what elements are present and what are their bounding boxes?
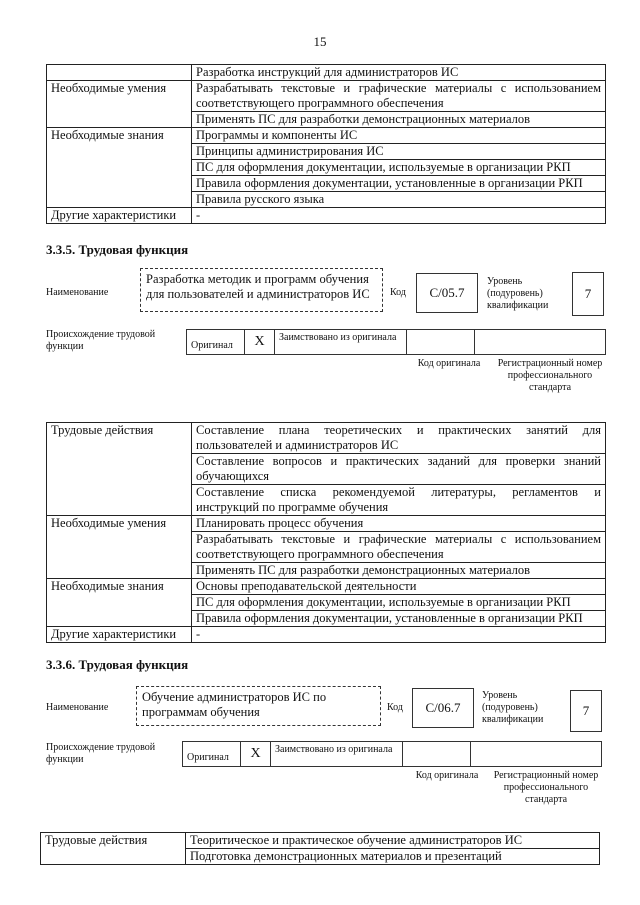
table-row	[47, 627, 606, 643]
row-item: ПС для оформления документации, используемые в организации РКП	[192, 595, 606, 611]
row-item: Правила русского языка	[192, 192, 606, 208]
row-item: Теоритическое и практическое обучение администраторов ИС	[186, 833, 600, 849]
reg-number-cell	[475, 330, 605, 354]
borrowed-label: Заимствовано из оригинала	[275, 330, 407, 354]
original-mark: X	[241, 742, 271, 766]
row-item: ПС для оформления документации, используемые в организации РКП	[192, 160, 606, 176]
original-label: Оригинал	[187, 330, 245, 354]
requirements-table-2	[46, 422, 606, 643]
row-label: Необходимые знания	[47, 128, 192, 208]
row-label	[47, 65, 192, 81]
row-item: Составление списка рекомендуемой литературы, регламентов и инструкций по программе обучения	[192, 485, 606, 516]
table-row	[47, 81, 606, 112]
reg-number-caption: Регистрационный номер профессионального стандарта	[493, 770, 599, 805]
code-original-cell	[407, 330, 475, 354]
code-value: C/06.7	[412, 688, 474, 728]
function-name-box: Разработка методик и программ обучения для пользователей и администраторов ИС	[140, 268, 383, 312]
row-item: Применять ПС для разработки демонстрационных материалов	[192, 112, 606, 128]
code-label: Код	[390, 287, 406, 298]
borrowed-label: Заимствовано из оригинала	[271, 742, 403, 766]
row-item: Применять ПС для разработки демонстрационных материалов	[192, 563, 606, 579]
original-label: Оригинал	[183, 742, 241, 766]
section-title-335: 3.3.5. Трудовая функция	[46, 242, 189, 257]
table-row	[47, 208, 606, 224]
row-item: Разрабатывать текстовые и графические материалы с использованием соответствующего программного обеспечения	[192, 81, 606, 112]
table-row	[47, 579, 606, 595]
table-row	[47, 128, 606, 144]
level-label: Уровень (подуровень) квалификации	[482, 690, 544, 725]
table-row	[47, 65, 606, 81]
level-value: 7	[570, 690, 602, 732]
code-value: C/05.7	[416, 273, 478, 313]
row-label: Другие характеристики	[47, 627, 192, 643]
row-item: Принципы администрирования ИС	[192, 144, 606, 160]
row-label: Необходимые умения	[47, 516, 192, 579]
table-row	[47, 423, 606, 454]
row-item: -	[192, 627, 606, 643]
row-label: Другие характеристики	[47, 208, 192, 224]
row-label: Необходимые знания	[47, 579, 192, 627]
function-name-box: Обучение администраторов ИС по программам обучения	[136, 686, 381, 726]
origin-label: Происхождение трудовой функции	[46, 329, 156, 352]
row-item: Основы преподавательской деятельности	[192, 579, 606, 595]
section-title-336: 3.3.6. Трудовая функция	[46, 657, 189, 672]
reg-number-cell	[471, 742, 601, 766]
row-item: Программы и компоненты ИС	[192, 128, 606, 144]
origin-row	[182, 741, 602, 767]
code-original-caption: Код оригинала	[417, 358, 481, 369]
requirements-table-1	[46, 64, 606, 224]
level-value: 7	[572, 272, 604, 316]
name-label: Наименование	[46, 702, 109, 713]
row-item: Правила оформления документации, установленные в организации РКП	[192, 176, 606, 192]
code-label: Код	[387, 702, 403, 713]
table-row	[47, 516, 606, 532]
table-row	[41, 833, 600, 849]
row-label: Трудовые действия	[47, 423, 192, 516]
row-item: Подготовка демонстрационных материалов и презентаций	[186, 849, 600, 865]
code-original-cell	[403, 742, 471, 766]
row-item: Планировать процесс обучения	[192, 516, 606, 532]
code-original-caption: Код оригинала	[415, 770, 479, 781]
row-label: Необходимые умения	[47, 81, 192, 128]
row-label: Трудовые действия	[41, 833, 186, 865]
reg-number-caption: Регистрационный номер профессионального стандарта	[497, 358, 603, 393]
origin-row	[186, 329, 606, 355]
row-item: Разрабатывать текстовые и графические материалы с использованием соответствующего программного обеспечения	[192, 532, 606, 563]
row-item: -	[192, 208, 606, 224]
row-item: Разработка инструкций для администраторов ИС	[192, 65, 606, 81]
requirements-table-3	[40, 832, 600, 865]
level-label: Уровень (подуровень) квалификации	[487, 276, 549, 311]
row-item: Составление плана теоретических и практических занятий для пользователей и администраторов ИС	[192, 423, 606, 454]
origin-label: Происхождение трудовой функции	[46, 742, 156, 765]
name-label: Наименование	[46, 287, 109, 298]
page-number: 15	[313, 34, 327, 49]
original-mark: X	[245, 330, 275, 354]
row-item: Правила оформления документации, установленные в организации РКП	[192, 611, 606, 627]
row-item: Составление вопросов и практических заданий для проверки знаний обучающихся	[192, 454, 606, 485]
